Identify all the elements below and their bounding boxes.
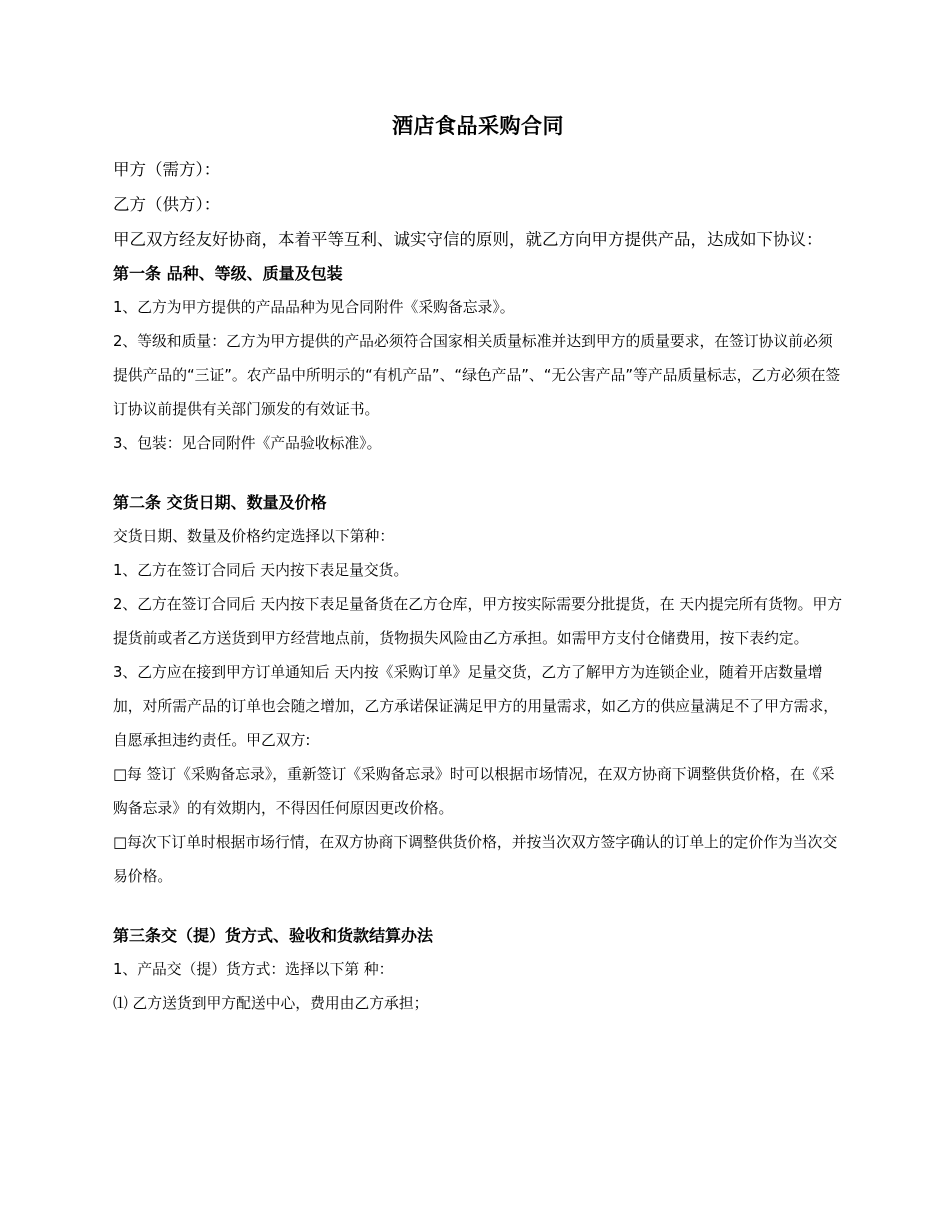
section-spacer (113, 894, 843, 919)
article2-item-1: 1、乙方在签订合同后 天内按下表足量交货。 (113, 562, 409, 579)
article3-subitem-1: ⑴ 乙方送货到甲方配送中心，费用由乙方承担； (113, 995, 429, 1012)
section-spacer (113, 461, 843, 486)
article1-heading: 第一条 品种、等级、质量及包装 (113, 264, 343, 283)
article2-item-2: 2、乙方在签订合同后 天内按下表足量备货在乙方仓库，甲方按实际需要分批提货，在 天内提完所有货物。甲方提货前或者乙方送货到甲方经营地点前，货物损失风险由乙方承担。如需甲方支付仓储费用，按下表约定。 (113, 596, 843, 647)
document-title: 酒店食品采购合同 (392, 114, 564, 138)
article3-heading: 第三条交（提）货方式、验收和货款结算办法 (113, 926, 434, 945)
party-a-line: 甲方（需方）： (113, 160, 221, 179)
article2-option-2: □每次下订单时根据市场行情，在双方协商下调整供货价格，并按当次双方签字确认的订单上的定价作为当次交易价格。 (113, 834, 838, 885)
contract-page (113, 110, 843, 1021)
article2-item-3: 3、乙方应在接到甲方订单通知后 天内按《采购订单》足量交货，乙方了解甲方为连锁企业，随着开店数量增加，对所需产品的订单也会随之增加，乙方承诺保证满足甲方的用量需求，如乙方的供应量满足不了甲方需求，自愿承担违约责任。甲乙双方: (113, 664, 839, 749)
article2-heading: 第二条 交货日期、数量及价格 (113, 493, 327, 512)
preamble-paragraph: 甲乙双方经友好协商，本着平等互利、诚实守信的原则，就乙方向甲方提供产品，达成如下协议： (113, 230, 823, 249)
article2-option-1: □每 签订《采购备忘录》，重新签订《采购备忘录》时可以根据市场情况，在双方协商下调整供货价格，在《采购备忘录》的有效期内，不得因任何原因更改价格。 (113, 766, 835, 817)
article1-item-2: 2、等级和质量：乙方为甲方提供的产品必须符合国家相关质量标准并达到甲方的质量要求，在签订协议前必须提供产品的“三证”。农产品中所明示的“有机产品”、“绿色产品”、“无公害产品”等产品质量标志，乙方必须在签订协议前提供有关部门颁发的有效证书。 (113, 333, 841, 418)
article1-item-3: 3、包装：见合同附件《产品验收标准》。 (113, 435, 382, 452)
article1-item-1: 1、乙方为甲方提供的产品品种为见合同附件《采购备忘录》。 (113, 299, 515, 316)
party-b-line: 乙方（供方）： (113, 195, 221, 214)
article2-intro: 交货日期、数量及价格约定选择以下第种： (113, 528, 395, 545)
article3-item-1: 1、产品交（提）货方式：选择以下第 种： (113, 961, 394, 978)
